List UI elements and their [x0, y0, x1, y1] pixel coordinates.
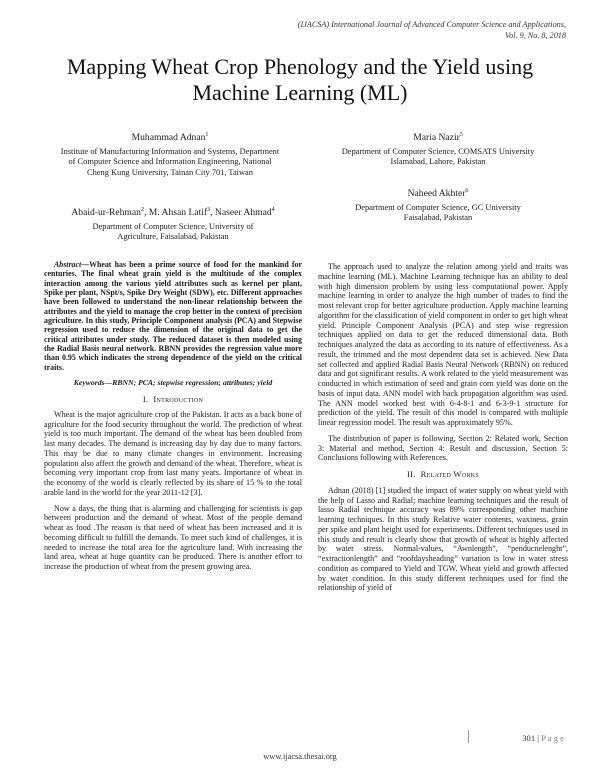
journal-header-line2: Vol. 9, No. 8, 2018 [505, 30, 566, 40]
abstract-paragraph [44, 260, 302, 372]
footer-url: www.ijacsa.thesai.org [263, 752, 337, 761]
paper-title: Mapping Wheat Crop Phenology and the Yield using Machine Learning (ML) [66, 54, 534, 105]
related-paragraph-1: Adnan (2018) [1] studied the impact of water supply on wheat yield with the help of Lasso and Radial; machine learning techniques and the result of lasso Radial technique accuracy was 89% corresponding other machine learning techniques. In this study Relative water contents, waxiness, grain per spike and plant height used for experiments. Different techniques used in this study and result is clearly show that growth of wheat is highly affected by water stress. Normal-values, “Awnlength”, “penducnelenght”, “extractionlength” and “roofdaysheading” variation is low in water stress condition as compared to Yield and TGW. Wheat yield and growth affected by water condition. In this study different techniques used for find the relationship of yield of [318, 485, 568, 593]
author-name: Abaid-ur-Rehman$^2$, M. Ahsan Latif$^3$, Naseer Ahmad$^4$ [71, 206, 275, 218]
author-affiliation: Department of Computer Science, COMSATS University Islamabad, Lahore, Pakistan [341, 147, 535, 167]
author-name: Maria Nazir$^5$ [413, 131, 463, 143]
author-name: Muhammad Adnan$^1$ [131, 131, 209, 143]
journal-header [146, 20, 566, 41]
author-affiliation: Institute of Manufacturing Information and Systems, Department of Computer Science and Information Engineering, National Cheng Kung University, Tainan City 701, Taiwan [60, 147, 280, 177]
intro-paragraph-1: Wheat is the major agriculture crop of the Pakistan. It acts as a back bone of agriculture for the food security throughout the world. The prediction of wheat yield is too much important. The demand of the wheat has been doubled from last many decades. The demand is increasing day by day due to many factors. This may be due to many climate changes in environment. Increasing population also affect the growth and demand of the wheat. Therefore, wheat is becoming very important crop from last many years. Importance of wheat in the economy of the world is clearly reflected by its share of 15 % to the total arable land in the world for the year 2011-12 [3]. [44, 409, 302, 497]
author-name: Naheed Akhter$^6$ [407, 187, 469, 199]
author-block-4 [44, 207, 302, 243]
intro-paragraph-2: Now a days, the thing that is alarming and challenging for scientists is gap between production and the demand of wheat. Most of the people demand wheat as food .The reason is that need of wheat has been increased and it is becoming difficult to fulfill the demands. To meet such kind of challenges, it is needed to increase the total area for the agriculture land. With increasing the land area, wheat at huge quantity can be produced. There is another effort to increase the production of wheat from the present growing area. [44, 503, 302, 572]
page-number: 301 | P a g e [522, 733, 564, 743]
keywords: Keywords—RBNN; PCA; stepwise regression; attributes; yield [73, 378, 273, 388]
section-heading-related-works: II. Related Works [406, 469, 480, 479]
body-paragraph-2: The distribution of paper is following, Section 2: Related work, Section 3: Material and method, Section 4: Result and discussion, Section 5: Conclusions following with References. [318, 433, 568, 463]
abstract-label: Abstract [54, 260, 82, 269]
abstract-text: —Wheat has been a prime source of food for the mankind for centuries. The final wheat grain yield is the multitude of the complex interaction among the various yield attributes such as kernel per plant, Spike per plant, NSpt/s, Spike Dry Weight (SDW), etc. Different approaches have been followed to understand the non-linear relationship between the attributes and the yield to manage the crop better in the context of precision agriculture. In this study, Principle Component analysis (PCA) and Stepwise regression used to reduce the dimension of the original data to get the critical attributes under study. The reduced dataset is then modeled using the Radial Basis neural network. RBNN provides the regression value more than 0.95 which indicates the strong dependence of the yield on the critical traits. [44, 260, 302, 372]
author-block-2 [320, 132, 556, 168]
author-block-3 [320, 188, 556, 224]
footer-divider [468, 730, 469, 743]
journal-header-line1: (IJACSA) International Journal of Advanced Computer Science and Applications, [297, 20, 566, 29]
author-affiliation: Department of Computer Science, University of Agriculture, Faisalabad, Pakistan [92, 222, 254, 242]
left-column [44, 260, 302, 578]
section-heading-introduction: I. Introduction [142, 393, 204, 404]
right-column [318, 262, 568, 599]
author-block-1 [60, 132, 280, 178]
body-paragraph-1: The approach used to analyze the relation among yield and traits was machine learning (ML). Machine Learning technique has an ability to deal with high dimension problem by using less computational power. Apply machine learning in order to analyze the high number of trades to find the most relevant crop for better agriculture production. Apply machine learning algorithm for the classification of yield component in order to get high wheat yield. Principle Component Analysis (PCA) and step wise regression techniques applied on data to get the reduced dimensional data. Both techniques analyzed the data as according to its nature of effectiveness. As a result, the trimmed and the most dependent data set is achieved. New Data set collected and applied Radial Basis Neural Network (RBNN) on reduced data and got significant results. A work related to the yield measurement was conducted in which estimation of seed and grain corn yield was done on the basis of input data. ANN model with back propagation algorithm was used. The ANN model worked best with 6-4-8-1 and 6-3-9-1 structure for prediction of the yield. The result of this model is compared with multiple linear regression model. The result was approximately 95%. [318, 262, 568, 427]
author-affiliation: Department of Computer Science, GC University Faisalabad, Pakistan [355, 203, 521, 223]
